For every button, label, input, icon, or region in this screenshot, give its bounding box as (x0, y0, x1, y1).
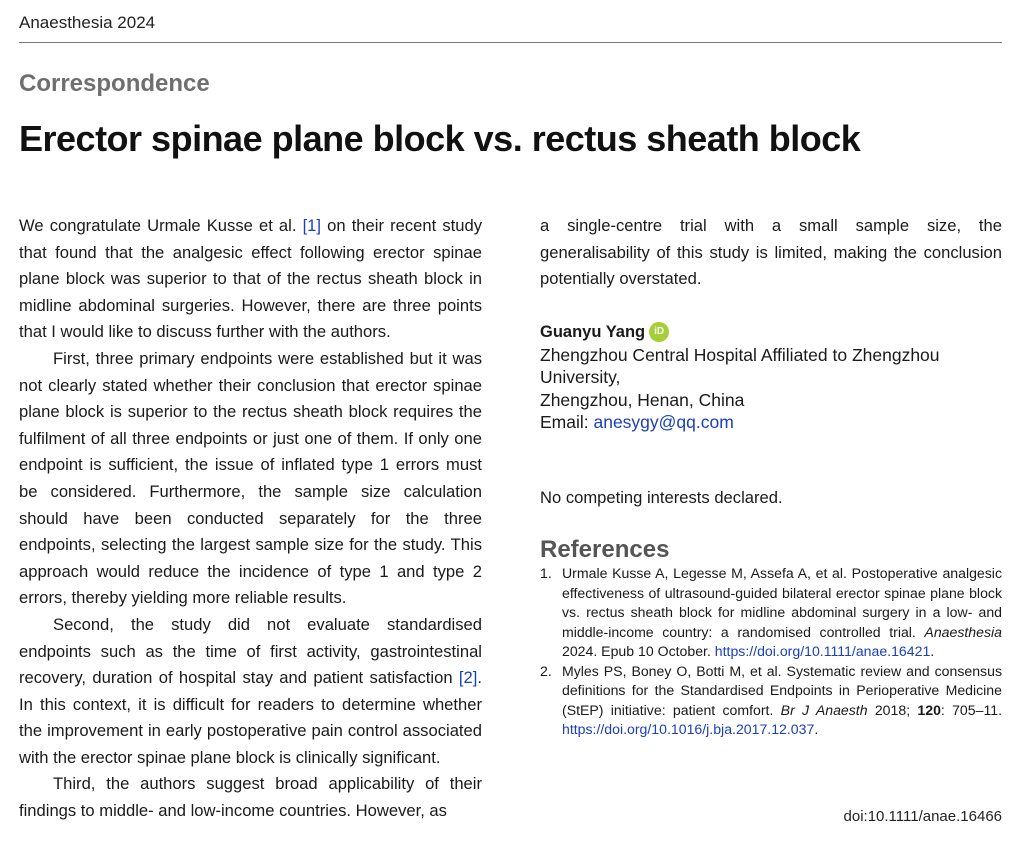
orcid-icon[interactable]: iD (649, 322, 669, 342)
paragraph-4: Third, the authors suggest broad applicability of their findings to middle- and low-income countries. However, as (19, 774, 482, 821)
left-column (19, 213, 482, 825)
reference-doi-link[interactable]: https://doi.org/10.1111/anae.16421 (714, 643, 931, 659)
reference-authors-title: Urmale Kusse A, Legesse M, Assefa A, et al. Postoperative analgesic effectiveness of ultrasound-guided bilateral erector spinae plane block vs. rectus sheath block for midline abdominal surgery in a low- and middle-income country: a randomised controlled trial. (562, 565, 1002, 640)
reference-doi-link[interactable]: https://doi.org/10.1016/j.bja.2017.12.037 (562, 721, 815, 737)
author-block (540, 321, 1002, 434)
competing-interests: No competing interests declared. (540, 488, 783, 507)
reference-number: 2. (540, 662, 552, 679)
email-label: Email: (540, 412, 594, 432)
references-heading: References (540, 536, 670, 563)
email-link[interactable]: anesygy@qq.com (593, 412, 734, 432)
author-name-row (540, 321, 1002, 344)
reference-item (540, 662, 1002, 740)
paragraph-1 (19, 213, 482, 346)
citation-2-link[interactable]: [2] (458, 668, 478, 688)
right-column (540, 213, 1002, 293)
affiliation-line-1: Zhengzhou Central Hospital Affiliated to Zhengzhou University, (540, 344, 940, 387)
reference-authors-title: Myles PS, Boney O, Botti M, et al. Systematic review and consensus definitions for the Standardised Endpoints in Perioperative Medicine (StEP) initiative: patient comfort. (562, 662, 1002, 718)
paragraph-2: First, three primary endpoints were established but it was not clearly stated whether their conclusion that erector spinae plane block is superior to the rectus sheath block requires the fulfilment of all three endpoints or just one of them. If only one endpoint is sufficient, the issue of inflated type 1 errors must be considered. Furthermore, the sample size calculation should have been conducted separately for the three endpoints, selecting the largest sample size for the study. This approach would reduce the incidence of type 1 and type 2 errors, thereby yielding more reliable results. (19, 348, 482, 608)
section-label: Correspondence (19, 70, 210, 97)
reference-text (562, 662, 1002, 740)
paragraph-4-continued: a single-centre trial with a small sample size, the generalisability of this study is limited, making the conclusion potentially overstated. (540, 216, 1002, 289)
journal-header: Anaesthesia 2024 (19, 13, 156, 32)
reference-number: 1. (540, 565, 552, 581)
paragraph-3 (19, 612, 482, 772)
reference-details: 2024. Epub 10 October. (562, 643, 715, 659)
reference-text (562, 564, 1002, 662)
reference-end: . (930, 643, 935, 659)
header-divider (19, 42, 1002, 43)
reference-journal: Br J Anaesth (780, 701, 868, 718)
paragraph-3-end: . In this context, it is difficult for readers to determine whether the improvement in early postoperative pain control associated with the erector spinae plane block is clinically significant. (19, 668, 482, 767)
citation-1-link[interactable]: [1] (302, 216, 322, 235)
reference-end: . (814, 721, 819, 737)
author-name: Guanyu Yang (540, 323, 646, 341)
article-doi: doi:10.1111/anae.16466 (843, 808, 1002, 825)
paragraph-1-end: on their recent study that found that the analgesic effect following erector spinae plane block was superior to that of the rectus sheath block in midline abdominal surgeries. However, there are three points that I would like to discuss further with the authors. (19, 216, 482, 342)
reference-details: 2018; (867, 701, 918, 718)
reference-journal: Anaesthesia (924, 623, 1002, 640)
email-row (540, 411, 1002, 434)
paragraph-3-start: Second, the study did not evaluate standardised endpoints such as the time of first activity, gastrointestinal recovery, duration of hospital stay and patient satisfaction (19, 614, 482, 688)
paragraph-1-start: We congratulate Urmale Kusse et al. (19, 216, 303, 235)
article-title: Erector spinae plane block vs. rectus sheath block (19, 118, 861, 159)
affiliation-line-2: Zhengzhou, Henan, China (540, 389, 745, 410)
reference-item (540, 564, 1002, 662)
reference-pages: : 705–11. (940, 701, 1002, 718)
reference-list (540, 564, 1002, 740)
reference-volume: 120 (917, 701, 941, 718)
